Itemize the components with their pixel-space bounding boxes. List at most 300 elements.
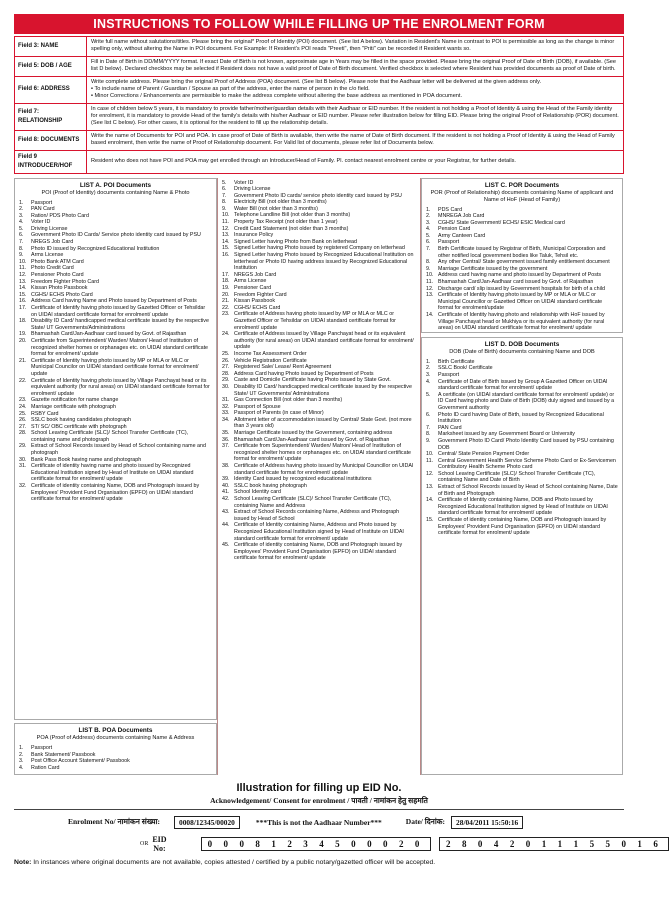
document-list-item <box>19 246 212 253</box>
document-list-item <box>222 305 416 312</box>
document-list-item <box>19 259 212 266</box>
item-text: Telephone Landline Bill (not older than 3 months) <box>234 212 351 219</box>
item-text: ST/ SC/ OBC certificate with photograph <box>31 423 127 430</box>
note-text: In instances where original documents are not available, copies attested / certified by a public notary/gazetted officer will be accepted. <box>33 858 436 866</box>
document-list-item <box>19 745 212 752</box>
document-list-item <box>19 239 212 246</box>
document-list-item <box>19 252 212 259</box>
document-list-item <box>19 752 212 759</box>
document-list-item <box>426 517 618 537</box>
list-c-title: LIST C. POR Documents <box>484 181 560 189</box>
field-label: Field 3: NAME <box>15 37 87 57</box>
document-list-item <box>222 417 416 430</box>
document-list-item <box>19 758 212 765</box>
field-row <box>15 130 624 150</box>
item-number: 17. <box>222 271 230 278</box>
field-label: Field 7: RELATIONSHIP <box>15 103 87 130</box>
item-text: Income Tax Assessment Order <box>234 350 307 357</box>
list-b-subtitle: POA (Proof of Address) documents containing Name & Address <box>36 735 195 742</box>
document-list-item <box>19 232 212 239</box>
item-number: 7. <box>222 192 227 199</box>
item-number: 11. <box>426 279 434 286</box>
item-number: 1. <box>426 358 431 365</box>
item-text: NREGS Job Card <box>31 239 74 246</box>
field-bullet: • To include name of Parent / Guardian / Spouse as part of the address, enter the name of person in the c/o field. <box>91 86 619 93</box>
item-number: 23. <box>19 397 27 404</box>
field-description <box>87 56 624 76</box>
item-text: School Leaving Certificate (SLC)/ School Transfer Certificate (TC), containing Name and Address <box>234 496 392 509</box>
field-description-text: Resident who does not have POI and POA may get enrolled through an Introducer/Head of Family. Pl. contact nearest enrolment centre or your Registrar, for further details. <box>91 157 516 164</box>
item-text: CGHS/ ECHS Photo Card <box>31 291 93 298</box>
item-text: Central/ State Pension Payment Order <box>438 451 530 458</box>
item-number: 25. <box>222 350 230 357</box>
item-number: 10. <box>426 451 434 458</box>
eid-illustration <box>14 781 663 853</box>
item-number: 3. <box>426 371 431 378</box>
item-number: 17. <box>19 305 27 311</box>
item-text: Electricity Bill (not older than 3 months) <box>234 199 327 206</box>
document-list-item <box>222 463 416 476</box>
list-d-subtitle: DOB (Date of Birth) documents containing Name and DOB <box>449 348 595 355</box>
document-list-item <box>19 318 212 331</box>
field-description-text: Write complete address. Please bring the original Proof of Address (POA) document. (See list B below). Please note that the Aadhaar letter will be delivered at the given address only. <box>91 78 542 85</box>
list-d-title: LIST D. DOB Documents <box>484 340 560 348</box>
item-number: 42. <box>222 496 230 502</box>
item-number: 41. <box>222 489 230 496</box>
document-list-item <box>222 239 416 246</box>
document-list-item <box>222 437 416 444</box>
item-number: 13. <box>426 484 434 491</box>
item-number: 21. <box>222 298 230 305</box>
item-number: 8. <box>19 245 24 252</box>
list-c-box <box>421 178 623 333</box>
item-text: Certificate of identity containing Name, DOB and Photograph issued by Employees' Provident Fund Organisation (EPFO) on UIDAI standard certificate format for enrolment/ update <box>438 517 607 537</box>
document-list-item <box>19 226 212 233</box>
item-text: Certificate of identity containing Name, DOB and Photograph issued by Employees' Provident Fund Organisation (EPFO) on UIDAI standard certificate format for enrolment/ update <box>31 483 200 503</box>
item-text: Passport <box>31 745 53 752</box>
item-number: 19. <box>222 285 230 291</box>
item-number: 7. <box>426 246 431 253</box>
item-number: 37. <box>222 443 230 450</box>
document-list-item <box>426 359 618 366</box>
item-text: A certificate (on UIDAI standard certificate format for enrolment/ update) or ID Card having photo and Date of Birth (DOB) duly signed and issued by a Government authority <box>438 391 615 411</box>
field-bullet: • Minor Corrections / Enhancements are permissible to make the address complete without altering the base address as mentioned in POA document. <box>91 93 619 100</box>
enrolment-instructions <box>14 14 663 866</box>
item-text: Certificate of Identity containing Name, DOB and Photo issued by Recognized Educational Institution signed by Head of Institute on UIDAI standard certificate format for enrolment/ update <box>438 497 608 517</box>
field-label: Field 8: DOCUMENTS <box>15 130 87 150</box>
item-number: 43. <box>222 509 230 516</box>
list-b-items <box>19 745 212 771</box>
item-text: Disability ID Card/ handicapped medical certificate issued by the respective State/ UT Governments/ Administrations <box>234 383 412 397</box>
item-text: PAN Card <box>31 206 55 213</box>
item-text: Birth Certificate <box>438 358 475 365</box>
item-text: Caste and Domicile Certificate having Photo issued by State Govt. <box>234 377 391 384</box>
item-text: Pension Card <box>438 226 471 233</box>
document-list-item <box>19 430 212 443</box>
item-text: Extract of School Records issued by Head of School containing name and photograph <box>31 443 206 457</box>
field-instructions-table <box>14 36 624 174</box>
item-number: 6. <box>426 239 431 246</box>
item-text: Certificate of Identify having photo issued by Gazetted Officer or Tehsildar on UIDAI standard certificate format for enrolment/ update <box>31 305 206 318</box>
item-text: Gazette notification for name change <box>31 397 119 404</box>
item-number: 2. <box>19 751 24 758</box>
item-number: 16. <box>222 252 230 259</box>
document-list-item <box>19 279 212 286</box>
document-list-item <box>19 378 212 398</box>
list-c-items <box>426 207 618 332</box>
item-text: Certificate of Identity having photo issued by MP or MLA or MLC or Municipal Councillor or Gazetted Officer on UIDAI standard certificate format for enrolment/update <box>438 292 603 312</box>
item-number: 8. <box>222 199 227 206</box>
item-number: 12. <box>19 272 27 279</box>
document-list-item <box>19 206 212 213</box>
note-label: Note: <box>14 858 32 866</box>
documents-column-2 <box>217 178 420 775</box>
item-text: Extract of School Records issued by Head of School containing Name, Date of Birth and Photograph <box>438 484 618 497</box>
item-text: Water Bill (not older than 3 months) <box>234 205 318 212</box>
item-text: Passport of Parents (in case of Minor) <box>234 410 324 417</box>
document-list-item <box>426 246 618 259</box>
document-list-item <box>222 509 416 522</box>
item-number: 30. <box>222 383 230 390</box>
page-title: INSTRUCTIONS TO FOLLOW WHILE FILLING UP THE ENROLMENT FORM <box>14 14 624 34</box>
list-b-title: LIST B. POA Documents <box>78 727 153 735</box>
item-text: Marriage Certificate issued by the government <box>438 265 548 272</box>
document-list-item <box>426 484 618 497</box>
document-list-item <box>222 371 416 378</box>
document-list-item <box>19 285 212 292</box>
item-text: Disability ID Card/ handicapped medical certificate issued by the respective State/ UT Governments/Administrations <box>31 318 209 331</box>
item-number: 22. <box>19 377 27 384</box>
document-list-item <box>222 483 416 490</box>
item-text: Gas Connection Bill (not older than 3 months) <box>234 397 343 404</box>
document-list-item <box>19 358 212 378</box>
document-list-item <box>19 411 212 418</box>
document-list-item <box>222 292 416 299</box>
item-text: Signed Letter having Photo from Bank on letterhead <box>234 238 357 245</box>
item-text: Certificate of Address issued by Village Panchayat head or its equivalent authority (for rural areas) on UIDAI standard certificate format for enrolment/ update <box>234 331 414 351</box>
item-number: 28. <box>19 430 27 437</box>
item-text: Address Card having Photo issued by Department of Posts <box>234 370 374 377</box>
document-list-item <box>222 212 416 219</box>
item-number: 29. <box>222 377 230 384</box>
document-list-item <box>19 338 212 358</box>
document-list-item <box>222 331 416 351</box>
field-description-text: Write full name without salutations/titles. Please bring the original* Proof of Identity (POI) document. (See list A below). Variation in Resident's Name in contrast to POI is permissible as long as the change is minor spelling only, without altering the Name in POI document. For Example: If Resident's POI reads "Preeti", then "Priti" can be recorded if Resident wants so. <box>91 39 615 53</box>
document-list-item <box>222 364 416 371</box>
item-number: 32. <box>222 403 230 410</box>
document-list-item <box>426 412 618 425</box>
document-list-item <box>222 193 416 200</box>
document-list-item <box>426 292 618 312</box>
acknowledgement-line: Acknowledgement/ Consent for enrolment / पावती / नामांकन हेतु सहमति <box>210 795 428 805</box>
item-number: 36. <box>222 436 230 443</box>
document-list-item <box>19 213 212 220</box>
item-number: 13. <box>19 278 27 285</box>
item-number: 35. <box>222 430 230 437</box>
item-number: 5. <box>19 225 24 232</box>
item-number: 9. <box>426 265 431 272</box>
field-row <box>15 37 624 57</box>
document-list-item <box>426 372 618 379</box>
item-number: 3. <box>19 758 24 765</box>
item-number: 45. <box>222 542 230 549</box>
item-number: 5. <box>426 232 431 239</box>
document-list-item <box>222 298 416 305</box>
document-list-item <box>426 451 618 458</box>
item-number: 16. <box>19 298 27 305</box>
item-number: 7. <box>19 239 24 246</box>
divider <box>14 809 624 810</box>
document-list-item <box>426 312 618 332</box>
item-number: 27. <box>19 423 27 430</box>
item-number: 19. <box>19 331 27 338</box>
field-description <box>87 103 624 130</box>
document-list-item <box>19 483 212 503</box>
item-text: SSLC Book/ Certificate <box>438 365 493 372</box>
item-text: Property Tax Receipt (not older than 1 year) <box>234 219 338 226</box>
enrolment-label: Enrolment No/ नामांकन संख्या: <box>68 817 161 826</box>
document-list-item <box>426 259 618 266</box>
document-list-item <box>19 331 212 338</box>
item-number: 14. <box>19 285 27 292</box>
footer-note <box>14 859 624 866</box>
item-text: Vehicle Registration Certificate <box>234 357 307 364</box>
item-text: Photo ID card having Date of Birth, issued by Recognized Educational Institution <box>438 411 604 425</box>
documents-column-1 <box>14 178 217 775</box>
document-list-item <box>222 351 416 358</box>
document-list-item <box>19 463 212 483</box>
item-number: 18. <box>222 278 230 285</box>
document-list-item <box>19 292 212 299</box>
eid-label: EID No: <box>152 834 167 853</box>
item-text: Passport <box>31 199 53 206</box>
item-number: 11. <box>426 457 434 464</box>
illustration-title: Illustration for filling up EID No. <box>236 781 402 794</box>
document-list-item <box>426 233 618 240</box>
item-number: 23. <box>222 311 230 318</box>
item-number: 5. <box>426 391 431 398</box>
document-list-item <box>426 458 618 471</box>
item-text: Certificate from Superintendent/ Warden/ Matron/ Head of Institution of recognized shelter homes or orphanages etc. on UIDAI standard certificate format for enrolment/ update <box>31 337 209 358</box>
item-number: 31. <box>222 397 230 404</box>
item-number: 2. <box>426 365 431 372</box>
item-text: Bhamashah Card/Jan-Aadhaar card issued by Govt. of Rajasthan <box>31 331 187 338</box>
item-number: 26. <box>19 417 27 424</box>
item-text: Marksheet issued by any Government Board or University <box>438 431 575 438</box>
document-list-item <box>19 417 212 424</box>
item-text: Photo Bank ATM Card <box>31 258 84 265</box>
item-text: Birth Certificate issued by Registrar of Birth, Municipal Corporation and other notified local government bodies like Taluk, Tehsil etc. <box>438 246 606 259</box>
item-text: Passport <box>438 239 460 246</box>
item-text: Bhamashah Card/Jan-Aadhaar card issued by Govt. of Rajasthan <box>234 436 390 443</box>
item-text: SSLC book having photograph <box>234 482 307 489</box>
document-list-item <box>19 424 212 431</box>
document-list-item <box>426 220 618 227</box>
item-text: Allotment letter of accommodation issued by Central/ State Govt. (not more than 3 years old) <box>234 416 412 430</box>
item-text: Identity Card issued by recognized educational institutions <box>234 476 372 483</box>
item-text: Kissan Passbook <box>234 298 275 305</box>
item-number: 18. <box>19 318 27 325</box>
list-c-subtitle: POR (Proof of Relationship) documents containing Name of applicant and Name of HoF (Head of Family) <box>430 189 614 203</box>
field-row <box>15 56 624 76</box>
field-row <box>15 103 624 130</box>
item-text: Post Office Account Statement/ Passbook <box>31 758 130 765</box>
item-text: CGHS/ State Government/ ECHS/ ESIC Medical card <box>438 219 565 226</box>
item-number: 39. <box>222 476 230 483</box>
document-list-item <box>426 213 618 220</box>
item-text: Certificate of Address having photo issued by MP or MLA or MLC or Gazetted Officer or Tehsildar on UIDAI standard certificate format for enrolment/ update <box>234 311 396 331</box>
document-list-item <box>426 379 618 392</box>
item-number: 20. <box>222 291 230 298</box>
document-list-item <box>19 298 212 305</box>
field-description-text: Write the name of Documents for POI and POA. In case proof of Date of Birth is available, then write the name of Date of Birth document. If the resident is not holding a Proof of Identity & using the Head of Family based enrolment, then write the name of Proof of Relationship document. For Valid list of documents, please refer list of Documents below. <box>91 132 615 147</box>
item-text: Photo ID issued by Recognized Educational Institution <box>31 245 160 252</box>
field-description <box>87 76 624 103</box>
field-label: Field 6: ADDRESS <box>15 76 87 103</box>
date-value: 28/04/2011 15:50:16 <box>451 816 523 829</box>
document-list-item <box>222 186 416 193</box>
item-text: Arms License <box>234 278 267 285</box>
item-text: Pensioner Photo Card <box>31 272 84 279</box>
item-number: 30. <box>19 456 27 463</box>
item-text: Signed Letter having Photo issued by registered Company on letterhead <box>234 245 405 252</box>
item-number: 13. <box>222 232 230 239</box>
item-text: RSBY Card <box>31 410 59 417</box>
item-number: 28. <box>222 370 230 377</box>
item-number: 12. <box>222 225 230 232</box>
document-list-item <box>426 365 618 372</box>
item-number: 15. <box>19 291 27 298</box>
item-text: Credit Card Statement (not older than 3 months) <box>234 225 349 232</box>
document-list-item <box>426 431 618 438</box>
documents-column-3 <box>420 178 623 775</box>
item-number: 12. <box>426 285 434 292</box>
document-list-item <box>222 206 416 213</box>
field-description <box>87 37 624 57</box>
item-number: 21. <box>19 357 27 364</box>
item-text: School Leaving Certificate (SLC)/ School Transfer Certificate (TC), containing name and photograph <box>31 430 189 443</box>
document-list-item <box>426 207 618 214</box>
document-list-item <box>222 252 416 272</box>
document-lists <box>14 178 624 775</box>
item-text: Certificate of Date of Birth issued by Group A Gazetted Officer on UIDAI standard certificate format for enrolment/ update <box>438 378 608 392</box>
eid-enrolment-digits: 0 0 0 8 1 2 3 4 5 0 0 0 2 0 <box>201 837 431 851</box>
item-number: 8. <box>426 431 431 438</box>
item-number: 14. <box>426 312 434 318</box>
document-list-item <box>19 404 212 411</box>
item-number: 8. <box>426 259 431 266</box>
document-list-item <box>222 226 416 233</box>
item-number: 27. <box>222 364 230 371</box>
document-list-item <box>19 265 212 272</box>
document-list-item <box>222 430 416 437</box>
document-list-item <box>19 765 212 772</box>
enrolment-row <box>14 816 624 829</box>
document-list-item <box>222 476 416 483</box>
item-text: CGHS/ ECHS Card <box>234 304 281 311</box>
item-number: 20. <box>19 337 27 344</box>
item-text: Government Photo ID cards/ service photo identity card issued by PSU <box>234 192 402 199</box>
item-text: Passport <box>438 371 460 378</box>
item-number: 24. <box>222 331 230 338</box>
item-text: Government Photo ID Cards/ Service photo identity card issued by PSU <box>31 232 201 239</box>
item-number: 34. <box>222 416 230 423</box>
item-text: SSLC book having candidates photograph <box>31 417 132 424</box>
item-number: 15. <box>222 245 230 252</box>
item-number: 12. <box>426 470 434 477</box>
item-number: 4. <box>19 764 24 771</box>
document-list-item <box>222 219 416 226</box>
field-row <box>15 76 624 103</box>
item-text: Certificate of Identity having photo issued by MP or MLA or MLC or Municipal Councilor on UIDAI standard certificate format for enrolment/ update <box>31 357 199 377</box>
item-text: Driving License <box>234 186 271 193</box>
list-d-box <box>421 337 623 775</box>
item-text: Freedom Fighter Photo Card <box>31 278 100 285</box>
document-list-item <box>19 443 212 456</box>
item-number: 2. <box>426 213 431 220</box>
item-number: 38. <box>222 463 230 470</box>
document-list-item <box>426 425 618 432</box>
item-text: School Leaving Certificate (SLC)/ School Transfer Certificate (TC), containing Name and Date of Birth <box>438 470 596 484</box>
item-number: 14. <box>426 497 434 504</box>
eid-date-digits: 2 8 0 4 2 0 1 1 1 5 5 0 1 6 <box>439 837 669 851</box>
item-number: 6. <box>19 232 24 239</box>
item-text: Certificate of Identity having photo and relationship with HoF issued by Village Panchayat head or Mukhiya or its equivalent authority (for rural areas) on UIDAI standard certificate format for enrolment/ update <box>438 312 605 332</box>
item-text: Extract of School Records containing Name, Address and Photograph issued by Head of School <box>234 509 400 522</box>
field-row <box>15 150 624 173</box>
document-list-item <box>222 232 416 239</box>
item-text: Marriage certificate with photograph <box>31 403 116 410</box>
or-label: OR <box>140 840 149 847</box>
document-list-item <box>426 266 618 273</box>
document-list-item <box>19 200 212 207</box>
item-text: Address Card having Name and Photo issued by Department of Posts <box>31 298 197 305</box>
field-bullets <box>91 86 619 101</box>
field-description-text: Fill in Date of Birth in DD/MM/YYYY format. If exact Date of Birth is not known, approximate age in Years may be filled in the space provided. Please bring the original Proof of Date of Birth (DOB), if available. (See list D below). Declared checkbox may be selected if Resident does not have a valid proof of Date of Birth document. Verified checkbox is selected where Resident has provided documents as proof of Date of birth. <box>91 58 617 73</box>
item-text: Certificate of Address having photo issued by Municipal Councillor on UIDAI standard certificate format for enrolment/ update <box>234 463 414 476</box>
item-number: 44. <box>222 522 230 529</box>
item-text: Army Canteen Card <box>438 232 486 239</box>
item-number: 13. <box>426 292 434 299</box>
document-list-item <box>222 199 416 206</box>
item-number: 2. <box>19 206 24 213</box>
list-b-box <box>14 723 217 774</box>
item-text: Certificate of identity containing Name, DOB and Photograph issued by Employees' Provident Fund Organisation (EPFO) on UIDAI standard certificate format for enrolment/ update <box>234 542 403 562</box>
item-text: Certificate of Identity containing Name, Address and Photo issued by Recognized Educational Institution signed by Head of Institute on UIDAI standard certificate format for enrolment/ update <box>234 522 404 542</box>
document-list-item <box>222 384 416 397</box>
item-text: Passport of Spouse <box>234 403 281 410</box>
item-number: 9. <box>19 252 24 259</box>
item-number: 10. <box>426 272 434 279</box>
document-list-item <box>426 272 618 279</box>
document-list-item <box>19 457 212 464</box>
document-list-item <box>222 272 416 279</box>
item-number: 31. <box>19 463 27 470</box>
item-number: 10. <box>19 258 27 265</box>
document-list-item <box>222 522 416 542</box>
item-text: Signed Letter having Photo issued by Recognized Educational Institution on letterhead or Photo ID having address issued by Recognized Educational Institution <box>234 252 414 272</box>
list-b-continued-items <box>218 178 420 564</box>
document-list-item <box>426 438 618 451</box>
item-number: 9. <box>426 437 431 444</box>
field-label: Field 5: DOB / AGE <box>15 56 87 76</box>
document-list-item <box>222 311 416 331</box>
document-list-item <box>222 496 416 509</box>
item-number: 6. <box>426 411 431 418</box>
item-text: Ration/ PDS Photo Card <box>31 212 89 219</box>
document-list-item <box>426 392 618 412</box>
item-number: 1. <box>19 745 24 752</box>
